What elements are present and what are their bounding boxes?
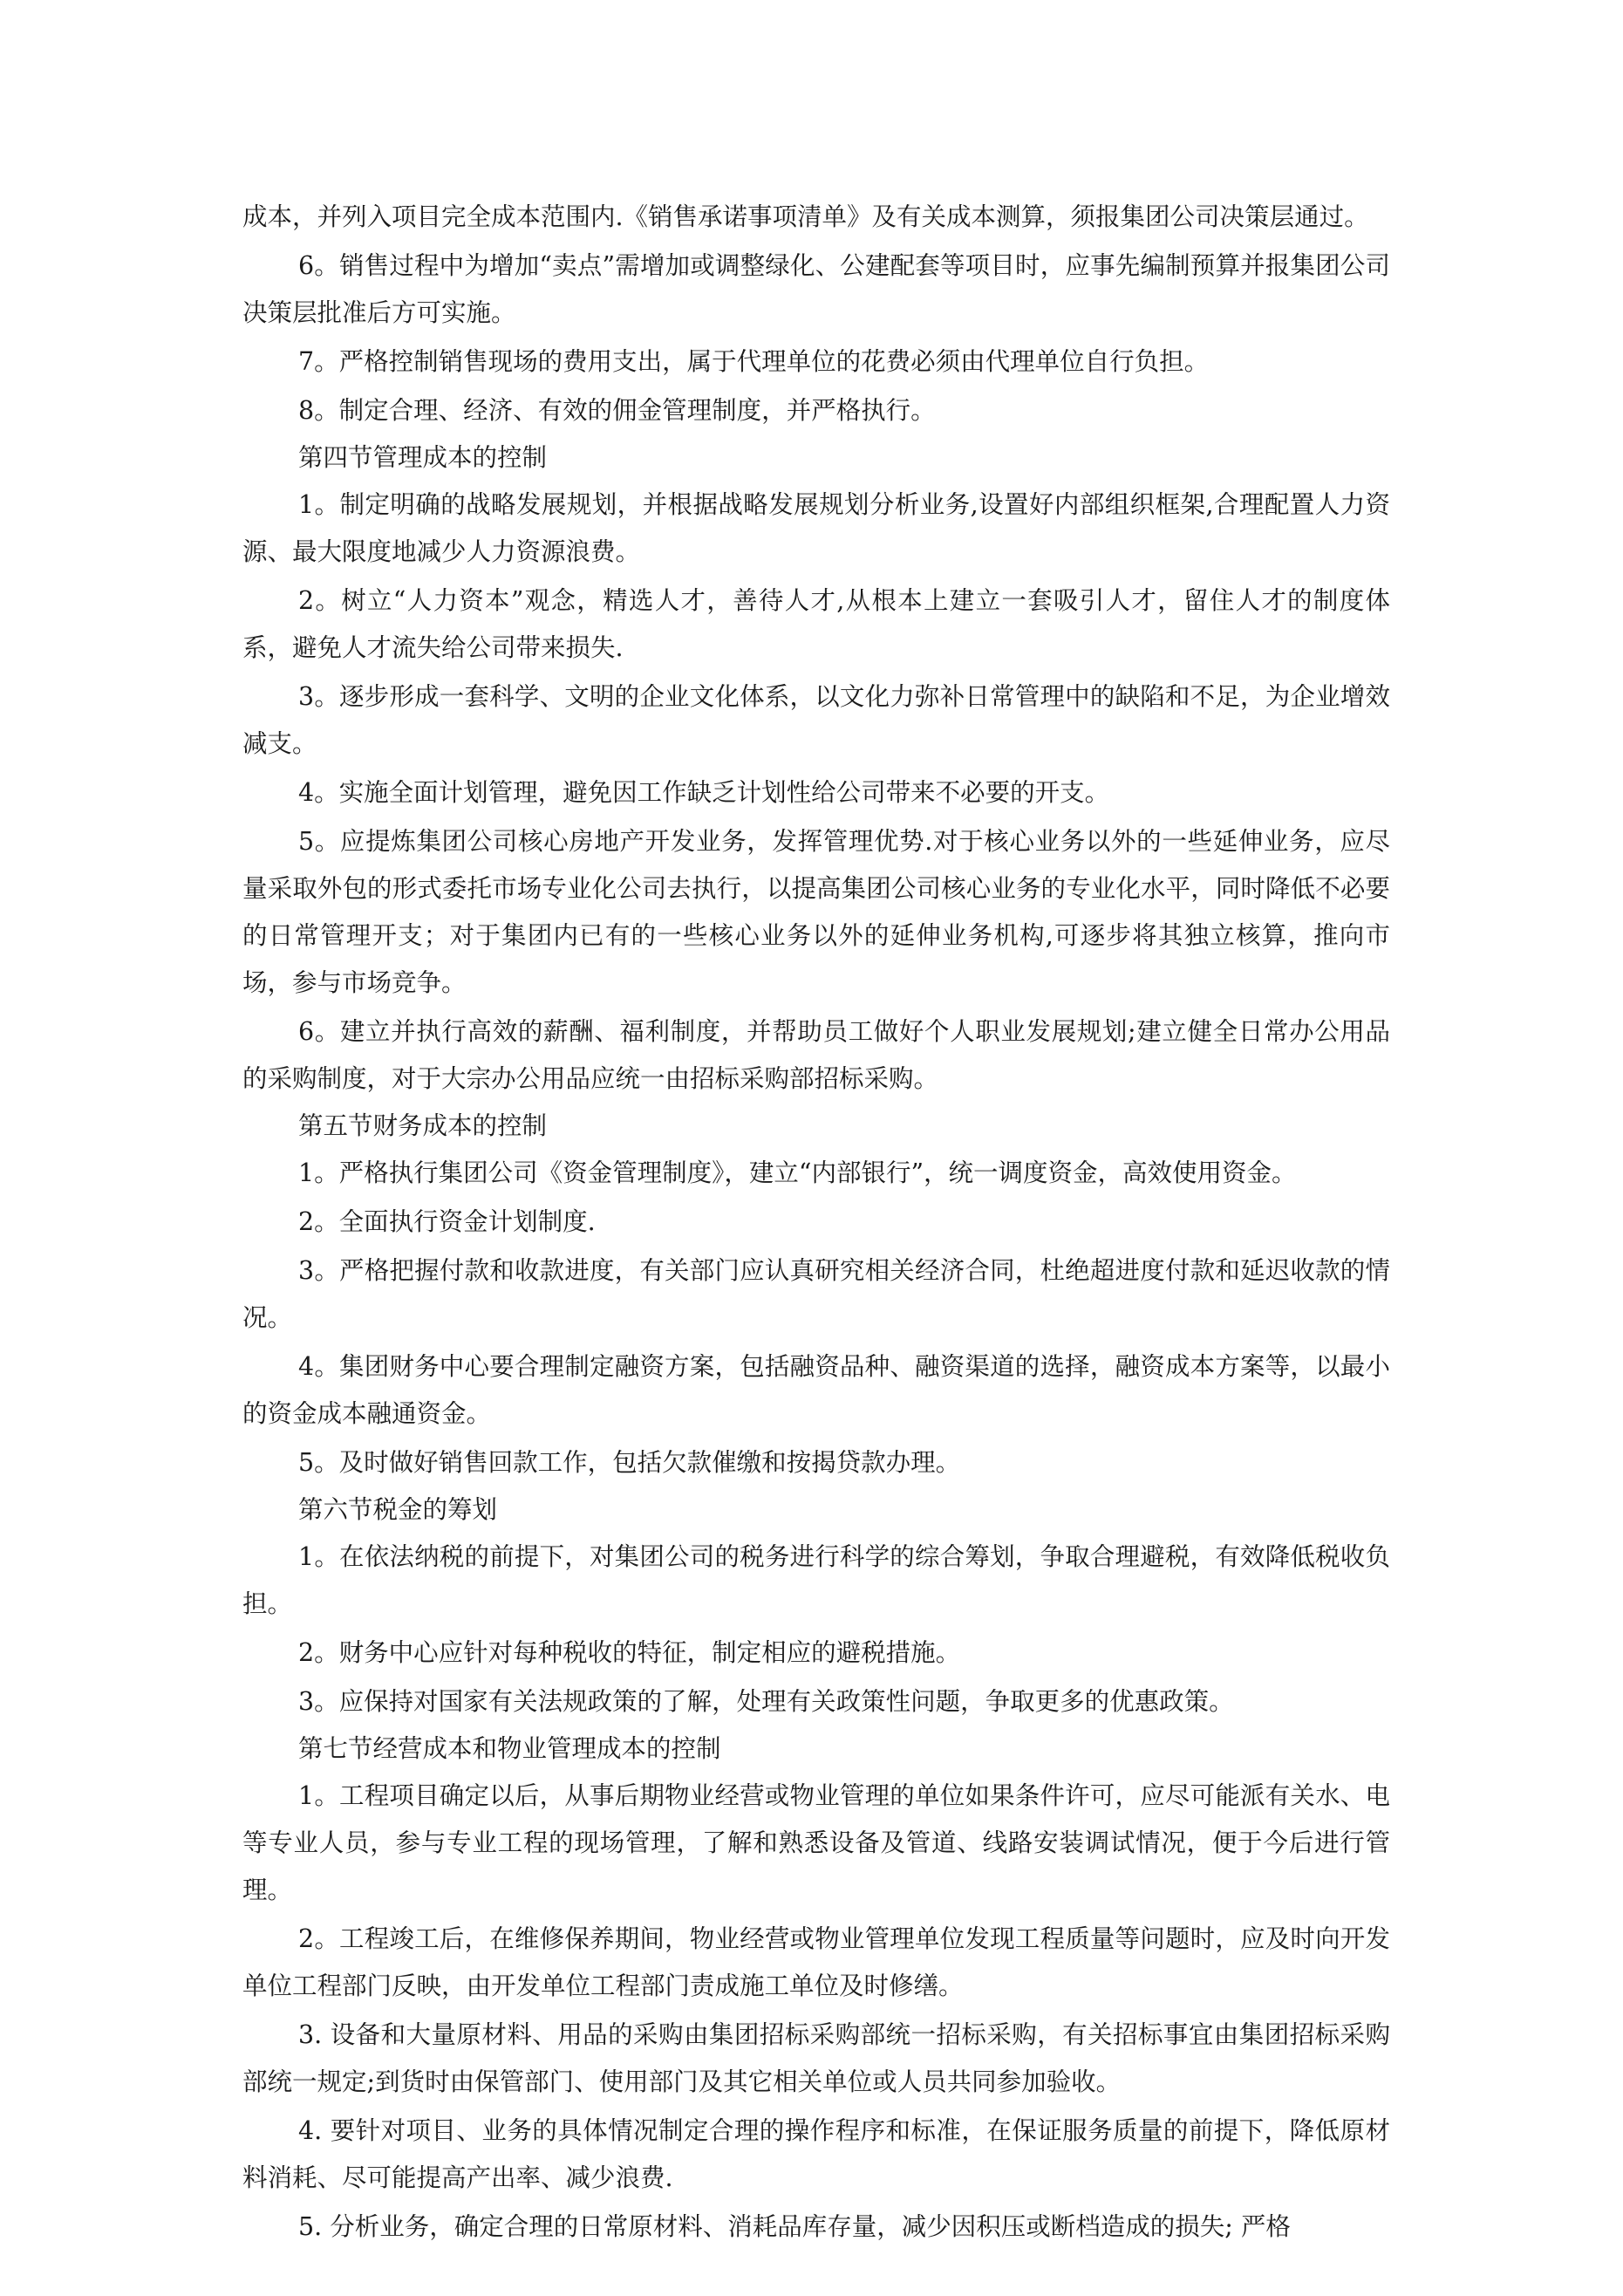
paragraph-tax-3: 3。应保持对国家有关法规政策的了解，处理有关政策性问题，争取更多的优惠政策。 <box>298 1687 1234 1716</box>
section-heading-4: 第四节管理成本的控制 <box>298 443 548 472</box>
paragraph-sales-7: 7。严格控制销售现场的费用支出，属于代理单位的花费必须由代理单位自行负担。 <box>298 347 1210 376</box>
paragraph-mgmt-2: 2。树立“人力资本”观念，精选人才，善待人才,从根本上建立一套吸引人才，留住人才的制度体系，避免人才流失给公司带来损失. <box>242 586 1390 662</box>
paragraph-mgmt-5: 5。应提炼集团公司核心房地产开发业务，发挥管理优势.对于核心业务以外的一些延伸业务，应尽量采取外包的形式委托市场专业化公司去执行，以提高集团公司核心业务的专业化水平，同时降低不必要的日常管理开支；对于集团内已有的一些核心业务以外的延伸业务机构,可逐步将其独立核算，推向市场，参与市场竞争。 <box>242 827 1390 997</box>
paragraph-intro-continued: 成本，并列入项目完全成本范围内.《销售承诺事项清单》及有关成本测算，须报集团公司决策层通过。 <box>242 202 1369 231</box>
section-heading-7: 第七节经营成本和物业管理成本的控制 <box>298 1734 721 1763</box>
section-heading-5: 第五节财务成本的控制 <box>298 1111 548 1140</box>
section-heading-6: 第六节税金的筹划 <box>298 1495 498 1524</box>
paragraph-operations-5: 5. 分析业务，确定合理的日常原材料、消耗品库存量，减少因积压或断档造成的损失; 严格 <box>298 2212 1291 2241</box>
paragraph-operations-3: 3. 设备和大量原材料、用品的采购由集团招标采购部统一招标采购，有关招标事宜由集团招标采购部统一规定;到货时由保管部门、使用部门及其它相关单位或人员共同参加验收。 <box>242 2020 1390 2096</box>
paragraph-finance-5: 5。及时做好销售回款工作，包括欠款催缴和按揭贷款办理。 <box>298 1448 961 1477</box>
paragraph-mgmt-3: 3。逐步形成一套科学、文明的企业文化体系，以文化力弥补日常管理中的缺陷和不足，为企业增效减支。 <box>242 682 1390 758</box>
paragraph-sales-6: 6。销售过程中为增加“卖点”需增加或调整绿化、公建配套等项目时，应事先编制预算并报集团公司决策层批准后方可实施。 <box>242 251 1390 327</box>
paragraph-finance-4: 4。集团财务中心要合理制定融资方案，包括融资品种、融资渠道的选择，融资成本方案等，以最小的资金成本融通资金。 <box>242 1352 1390 1428</box>
paragraph-finance-3: 3。严格把握付款和收款进度，有关部门应认真研究相关经济合同，杜绝超进度付款和延迟收款的情况。 <box>242 1256 1390 1332</box>
paragraph-tax-2: 2。财务中心应针对每种税收的特征，制定相应的避税措施。 <box>298 1638 961 1667</box>
paragraph-operations-1: 1。工程项目确定以后，从事后期物业经营或物业管理的单位如果条件许可，应尽可能派有关水、电等专业人员，参与专业工程的现场管理，了解和熟悉设备及管道、线路安装调试情况，便于今后进行管理。 <box>242 1781 1390 1904</box>
paragraph-mgmt-4: 4。实施全面计划管理，避免因工作缺乏计划性给公司带来不必要的开支。 <box>298 778 1110 807</box>
paragraph-finance-1: 1。严格执行集团公司《资金管理制度》，建立“内部银行”，统一调度资金，高效使用资金。 <box>298 1158 1297 1187</box>
paragraph-mgmt-6: 6。建立并执行高效的薪酬、福利制度，并帮助员工做好个人职业发展规划;建立健全日常办公用品的采购制度，对于大宗办公用品应统一由招标采购部招标采购。 <box>242 1017 1390 1093</box>
document-page <box>242 194 1390 2251</box>
paragraph-mgmt-1: 1。制定明确的战略发展规划，并根据战略发展规划分析业务,设置好内部组织框架,合理配置人力资源、最大限度地减少人力资源浪费。 <box>242 490 1390 566</box>
paragraph-finance-2: 2。全面执行资金计划制度. <box>298 1207 596 1236</box>
paragraph-tax-1: 1。在依法纳税的前提下，对集团公司的税务进行科学的综合筹划，争取合理避税，有效降低税收负担。 <box>242 1542 1390 1618</box>
paragraph-operations-2: 2。工程竣工后，在维修保养期间，物业经营或物业管理单位发现工程质量等问题时，应及时向开发单位工程部门反映，由开发单位工程部门责成施工单位及时修缮。 <box>242 1924 1390 2000</box>
paragraph-operations-4: 4. 要针对项目、业务的具体情况制定合理的操作程序和标准，在保证服务质量的前提下，降低原材料消耗、尽可能提高产出率、减少浪费. <box>242 2116 1390 2192</box>
paragraph-sales-8: 8。制定合理、经济、有效的佣金管理制度，并严格执行。 <box>298 396 936 425</box>
